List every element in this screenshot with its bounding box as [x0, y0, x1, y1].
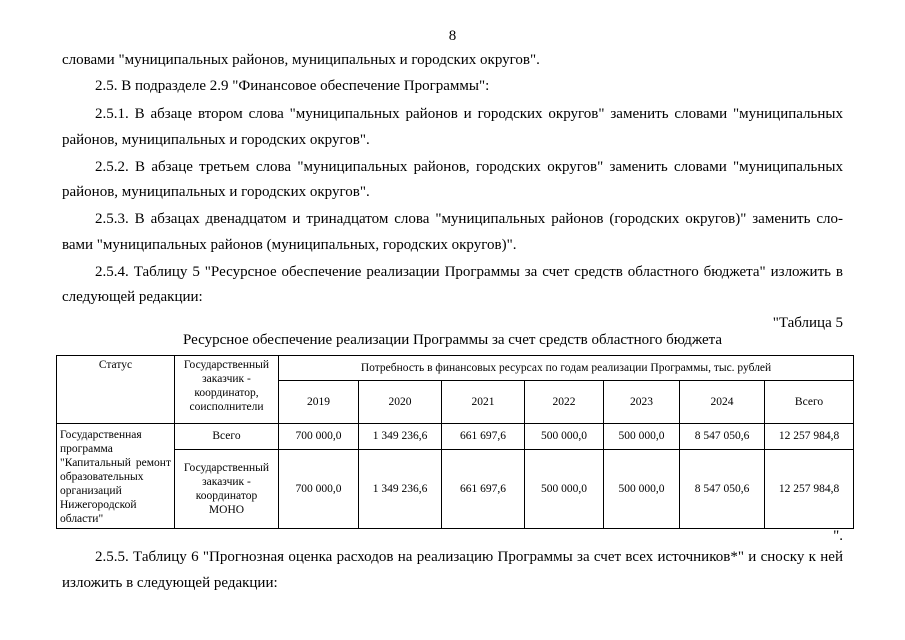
paragraph-line: 2.5.3. В абзацах двенадцатом и тринадцатом слова "муниципальных районов (городских округов)" заменить сло- [95, 211, 843, 227]
value-cell: 700 000,0 [279, 424, 359, 450]
header-customer: Государственный заказчик - координатор, соисполнители [175, 356, 279, 424]
page-number: 8 [448, 28, 457, 44]
value-cell: 500 000,0 [525, 449, 604, 528]
value-cell: 8 547 050,6 [680, 449, 765, 528]
value-cell: 661 697,6 [442, 449, 525, 528]
paragraph-line: районов, муниципальных и городских округов". [62, 184, 370, 200]
table-row [57, 424, 854, 450]
value-cell: 661 697,6 [442, 424, 525, 450]
header-year: 2021 [442, 381, 525, 424]
paragraph-line: 2.5.1. В абзаце втором слова "муниципальных районов и городских округов" заменить словами "муниципальных [95, 106, 843, 122]
header-year: 2023 [604, 381, 680, 424]
header-status: Статус [57, 356, 175, 424]
table-row [57, 449, 854, 528]
paragraph-line: 2.5. В подразделе 2.9 "Финансовое обеспечение Программы": [95, 78, 490, 94]
header-total: Всего [765, 381, 854, 424]
value-cell: 12 257 984,8 [765, 424, 854, 450]
value-cell: 12 257 984,8 [765, 449, 854, 528]
customer-cell: Государственный заказчик - координатор МОНО [175, 449, 279, 528]
value-cell: 500 000,0 [604, 449, 680, 528]
value-cell: 500 000,0 [604, 424, 680, 450]
value-cell: 1 349 236,6 [359, 449, 442, 528]
paragraph-line: 2.5.2. В абзаце третьем слова "муниципальных районов, городских округов" заменить словами "муниципальных [95, 159, 843, 175]
paragraph-line: следующей редакции: [62, 289, 203, 305]
table-label: "Таблица 5 [772, 315, 843, 331]
header-year: 2019 [279, 381, 359, 424]
header-year: 2020 [359, 381, 442, 424]
paragraph-line: 2.5.5. Таблицу 6 "Прогнозная оценка расходов на реализацию Программы за счет всех источников*" и сноску к ней [95, 549, 843, 565]
table-title: Ресурсное обеспечение реализации Программы за счет средств областного бюджета [182, 332, 723, 348]
paragraph-line: районов, муниципальных и городских округов". [62, 132, 370, 148]
customer-cell: Всего [175, 424, 279, 450]
value-cell: 700 000,0 [279, 449, 359, 528]
value-cell: 500 000,0 [525, 424, 604, 450]
resource-table [56, 355, 854, 529]
table-closing-quote: ". [833, 528, 843, 544]
status-cell: Государственная программа "Капитальный ремонт образовательных организаций Нижегородской области" [57, 424, 175, 529]
header-need: Потребность в финансовых ресурсах по годам реализации Программы, тыс. рублей [279, 356, 854, 381]
paragraph-line: вами "муниципальных районов (муниципальных, городских округов)". [62, 237, 517, 253]
value-cell: 8 547 050,6 [680, 424, 765, 450]
header-year: 2024 [680, 381, 765, 424]
paragraph-line: 2.5.4. Таблицу 5 "Ресурсное обеспечение реализации Программы за счет средств областного бюджета" изложить в [95, 264, 843, 280]
paragraph-line: изложить в следующей редакции: [62, 575, 278, 591]
value-cell: 1 349 236,6 [359, 424, 442, 450]
header-year: 2022 [525, 381, 604, 424]
paragraph-line: словами "муниципальных районов, муниципальных и городских округов". [62, 52, 540, 68]
